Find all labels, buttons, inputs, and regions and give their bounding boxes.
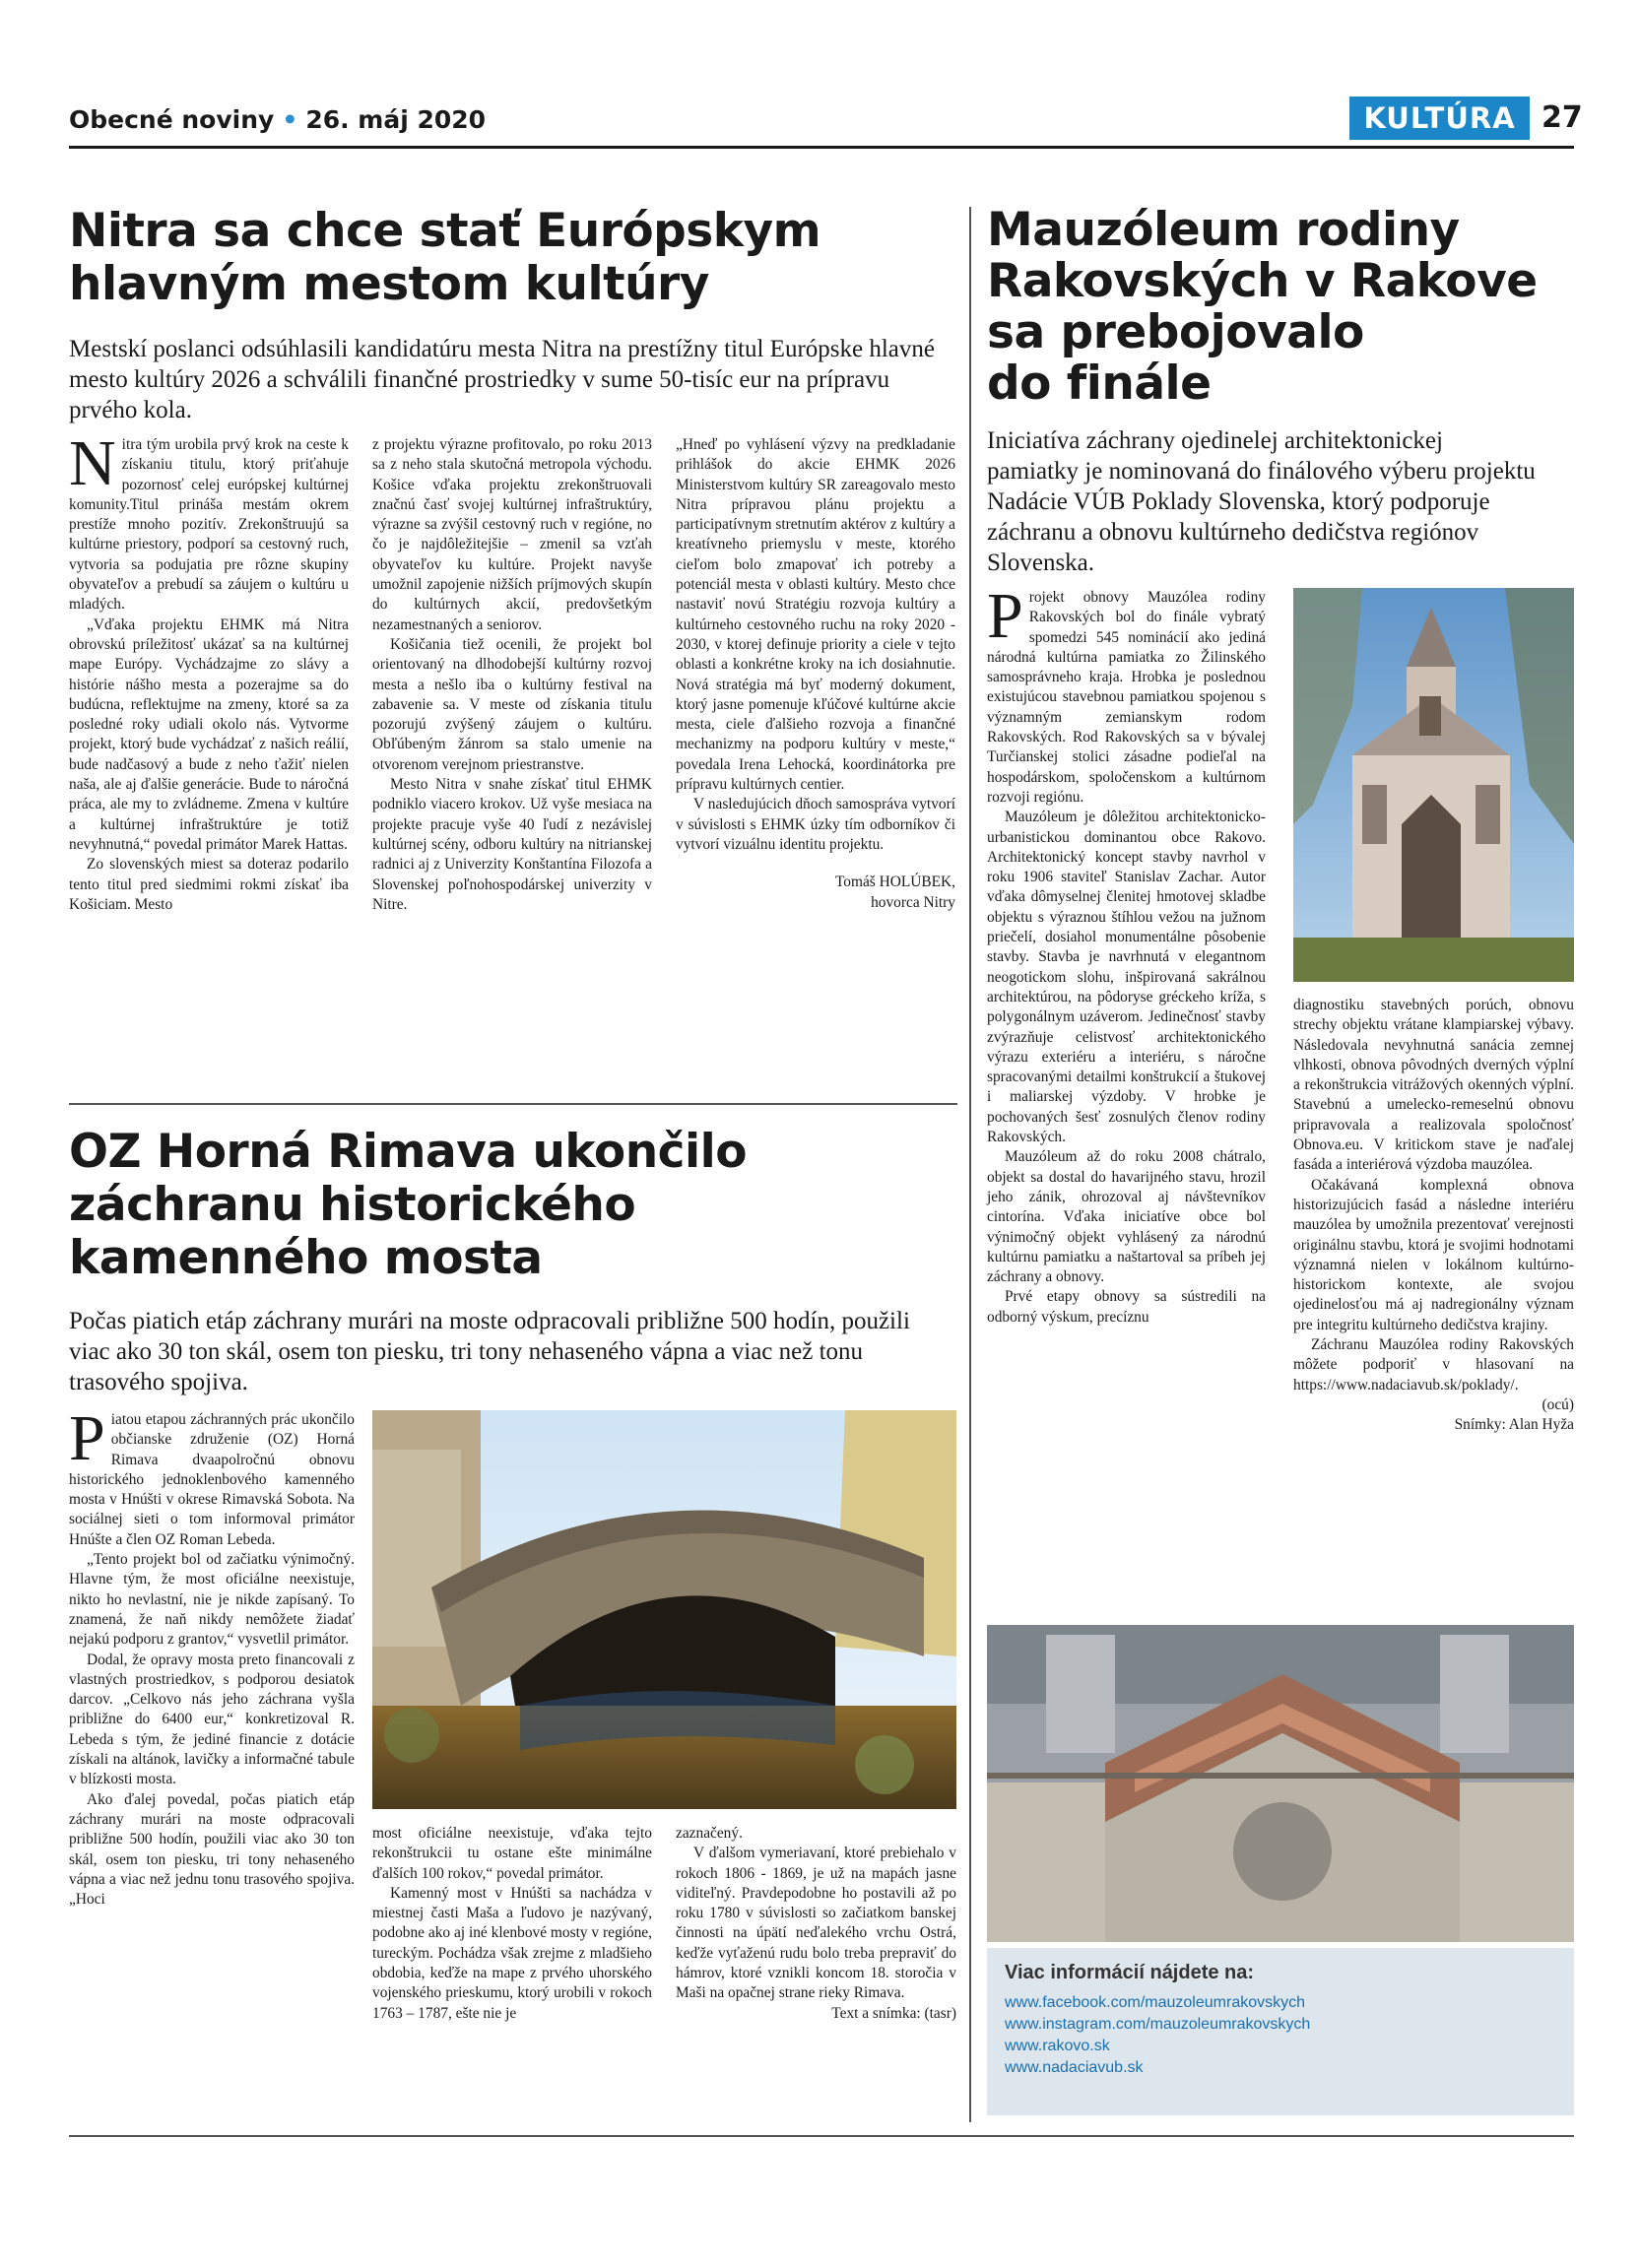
nitra-column-2: z projektu výrazne profitovalo, po roku 2013 sa z neho stala skutočná metropola východu. Košice vďaka projektu zrekonštruovali značnú časť svojej kultúrnej infraštruktúry, výrazne sa zvýšil cestovný ruch v regióne, no čo je najdôležitejšie – zmenil sa vzťah obyvateľov ku kultúre. Projekt navyše umožnil zapojenie nižších príjmových skupín do kultúrnych akcií, predovšetkým nezamestnaných a seniorov. Košičania tiež ocenili, že projekt bol orientovaný na dlhodobejší kultúrny rozvoj mesta a nešlo iba o kultúrny festival na zabavenie sa. V meste od získania titulu pozorujú zvýšený záujem o kultúru. Obľúbeným žánrom sa stalo umenie na otvorenom verejnom priestranstve. Mesto Nitra v snahe získať titul EHMK podniklo viacero krokov. Už vyše mesiaca na projekte pracuje vyše 40 ľudí z nezávislej kultúrnej scény, odboru kultúry na nitrianskej radnici aj z Univerzity Konštantína Filozofa a Slovenskej poľnohospodárskej univerzity v Nitre. <box>372 436 652 913</box>
column-divider <box>969 207 971 2122</box>
bridge-photo <box>372 1410 956 1809</box>
nitra-headline: Nitra sa chce stať Európskym hlavným mestom kultúry <box>69 204 821 311</box>
article-divider <box>69 1103 957 1105</box>
mausoleum-detail-photo <box>987 1625 1574 1942</box>
newspaper-name: Obecné noviny <box>69 105 275 134</box>
bridge-column-2: most oficiálne neexistuje, vďaka tejto rekonštrukcii tu ostane ešte minimálne ďalších 100 rokov,“ povedal primátor. Kamenný most v Hnúšti sa nachádza v miestnej časti Maša a ľudovo je nazývaný, podobne ako aj iné klenbové mosty v regióne, tureckým. Pochádza však zrejme z mladšieho obdobia, keďže na mape z prvého uhorského vojenského prieskumu, ktorý urobili v rokoch 1763 – 1787, ešte nie je <box>372 1825 652 2022</box>
info-box-title: Viac informácií nájdete na: <box>1005 1962 1255 1983</box>
mausoleum-photo <box>1293 588 1574 982</box>
mausoleum-column-2: diagnostiku stavebných porúch, obnovu strechy objektu vrátane klampiarskej výbavy. Následovala nevyhnutná sanácia zemnej vlhkosti, obnova pôvodných dverných výplní a rekonštrukcia vitrážových okenných výplní. Stavebnú a umelecko-remeselnú obnovu pripravovala a realizovala spoločnosť Obnova.eu. V kritickom stave je naďalej fasáda a interiérová výzdoba mauzólea. Očakávaná komplexná obnova historizujúcich fasád a následne interiéru mauzólea by umožnila prezentovať verejnosti originálnu stavbu, ktorá je svojimi hodnotami významná nielen v lokálnom kultúrno-historickom kontexte, ale svojou ojedinelosťou má aj nadregionálny význam pre integritu kultúrneho dedičstva krajiny. Záchranu Mauzólea rodiny Rakovských môžete podporiť v hlasovaní na https://www.nadaciavub.sk/poklady/. (ocú) Snímky: Alan Hyža <box>1293 996 1574 1436</box>
mausoleum-lead: Iniciatíva záchrany ojedinelej architektonickej pamiatky je nominovaná do finálového výberu projektu Nadácie VÚB Poklady Slovenska, ktorý podporuje záchranu a obnovu kultúrneho dedičstva regiónov Slovenska. <box>987 427 1536 576</box>
mausoleum-column-1: Projekt obnovy Mauzólea rodiny Rakovských bol do finále vybratý spomedzi 545 nominácií ako jediná národná kultúrna pamiatka zo Žilinského samosprávneho kraja. Hrobka je poslednou existujúcou stavebnou pamiatkou spojenou s významným zemianskym rodom Rakovských. Rod Rakovských sa v bývalej Turčianskej stolici zásadne podieľal na hospodárskom, spoločenskom a kultúrnom rozvoji regiónu. Mauzóleum je dôležitou architektonicko-urbanistickou dominantou obce Rakovo. Architektonický koncept stavby navrhol v roku 1906 staviteľ Stanislav Zachar. Autor vďaka dômyselnej členitej hmotovej skladbe objektu s výraznou štíhlou vežou na južnom priečelí, dosiahol monumentálne pôsobenie stavby. Stavba je navrhnutá v elegantnom neogotickom slohu, inšpirovaná sakrálnou architektúrou, na pôdoryse gréckeho kríža, s polygonálnym uzáverom. Jedinečnosť stavby zvýrazňuje celistvosť architektonického výrazu exteriéru a interiéru, s náročne spracovanými detailmi konštrukcií a štukovej i maliarskej výzdoby. V hrobke je pochovaných šesť zosnulých členov rodiny Rakovských. Mauzóleum až do roku 2008 chátralo, objekt sa dostal do havarijného stavu, hrozil jeho zánik, ohrozoval aj návštevníkov cintorína. Vďaka iniciatíve obce bol výnimočný objekt vyhlásený za národnú kultúrnu pamiatku a naštartoval sa príbeh jej záchrany a obnovy. Prvé etapy obnovy sa sústredili na odborný výskum, precíznu <box>987 580 1266 1326</box>
section-label: KULTÚRA <box>1349 97 1530 140</box>
bridge-column-3: zaznačený. V ďalšom vymeriavaní, ktoré prebiehalo v rokoch 1806 - 1869, je už na mapách jasne viditeľný. Pravdepodobne ho postavili až po roku 1780 v súvislosti so začiatkom banskej činnosti na úpätí neďalekého vrchu Ostrá, keďže vyťaženú rudu bolo treba prepraviť do hámrov, ktoré vznikli koncom 18. storočia v Maši na opačnej strane rieky Rimava. Text a snímka: (tasr) <box>676 1824 956 2024</box>
mausoleum-headline: Mauzóleum rodiny Rakovských v Rakove sa prebojovalo do finále <box>987 203 1538 411</box>
nitra-column-1: Nitra tým urobila prvý krok na ceste k získaniu titulu, ktorý priťahuje pozornosť celej európskej kultúrnej komunity.Titul prináša mestám okrem prestíže mnoho pozitív. Zrekonštruujú sa kultúrne priestory, podporí sa cestovný ruch, vytvoria sa podujatia pre rôzne skupiny obyvateľov a prebudí sa záujem o kultúru u mladých. „Vďaka projektu EHMK má Nitra obrovskú príležitosť ukázať sa na kultúrnej mape Európy. Vychádzajme zo slávy a histórie nášho mesta a pozerajme sa do budúcna, reflektujme na zmeny, ktoré sa za posledné roky udiali okolo nás. Vytvorme projekt, ktorý bude vychádzať z našich reálií, bude nadčasový a bude z neho ťažiť nielen naša, ale aj ďalšie generácie. Bude to náročná práca, ale my to zvládneme. Zmena v kultúre a kultúrnej infraštruktúre je totiž nevyhnutná,“ povedal primátor Marek Hattas. Zo slovenských miest sa doteraz podarilo tento titul pred siedmimi rokmi získať iba Košiciam. Mesto <box>69 427 349 913</box>
mausoleum-author: (ocú) <box>1542 1395 1574 1413</box>
bridge-column-1: Piatou etapou záchranných prác ukončilo občianske združenie (OZ) Horná Rimava dvaapolročnú obnovu historického jednoklenbového kamenného mosta v Hnúšti v okrese Rimavská Sobota. Na sociálnej sieti o tom informoval primátor Hnúšte a člen OZ Roman Lebeda. „Tento projekt bol od začiatku výnimočný. Hlavne tým, že most oficiálne neexistuje, nikto ho nevlastní, nie je nikde zapísaný. To znamená, že naň nikdy nemôžete žiadať nejakú podporu z grantov,“ vysvetlil primátor. Dodal, že opravy mosta preto financovali z vlastných prostriedkov, s podporou desiatok darcov. „Celkovo nás jeho záchrana vyšla približne do 6400 eur,“ konkretizoval R. Lebeda s tým, že jediné financie z dotácie získali na altánok, lavičky a informačné tabule v blízkosti mosta. Ako ďalej povedal, počas piatich etáp záchrany murári na moste odpracovali približne 500 hodín, použili viac ako 30 ton skál, osem ton piesku, tri tony nehaseného vápna a viac než jednu tonu trasového spojiva. „Hoci <box>69 1402 355 1909</box>
bridge-dropcap: P <box>69 1402 105 1474</box>
mausoleum-photo-credit: Snímky: Alan Hyža <box>1454 1416 1574 1434</box>
nitra-author-role: hovorca Nitry <box>871 893 955 911</box>
masthead <box>69 105 486 134</box>
bridge-credit: Text a snímka: (tasr) <box>831 2004 956 2022</box>
mausoleum-dropcap: P <box>987 580 1023 652</box>
facebook-link[interactable]: www.facebook.com/mauzoleumrakovskych <box>1005 1994 1306 2011</box>
nitra-column-3: „Hneď po vyhlásení výzvy na predkladanie prihlášok do akcie EHMK 2026 Ministerstvom kultúry SR zareagovalo mesto Nitra prípravou plánu projektu a participatívnym stretnutím aktérov z kultúry a kreatívneho priemyslu v meste, ktorého cieľom bolo zmapovať ich potreby a potenciál mesta v oblasti kultúry. Mesto chce nastaviť novú Stratégiu rozvoja kultúry a kultúrneho cestovného ruchu na roky 2020 - 2030, v ktorej definuje priority a ciele v tejto oblasti a konkrétne kroky na ich dosiahnutie. Nová stratégia má byť moderný dokument, ktorý jasne pomenuje kľúčové kultúrne akcie mesta, ciele ďalšieho rozvoja a finančné mechanizmy na podporu kultúry v meste,“ povedala Irena Lehocká, koordinátorka pre prípravu kultúrnych centier. V nasledujúcich dňoch samospráva vytvorí v súvislosti s EHMK úzky tím odborníkov či vytvorí vizuálnu identitu projektu. Tomáš HOLÚBEK, hovorca Nitry <box>676 435 955 913</box>
bridge-headline: OZ Horná Rimava ukončilo záchranu historického kamenného mosta <box>69 1125 748 1285</box>
nitra-lead: Mestskí poslanci odsúhlasili kandidatúru mesta Nitra na prestížny titul Európske hlavné mesto kultúry 2026 a schválili finančné prostriedky v sume 50-tisíc eur na prípravu prvého kola. <box>69 336 935 423</box>
bottom-rule <box>69 2135 1574 2137</box>
bridge-lead: Počas piatich etáp záchrany murári na moste odpracovali približne 500 hodín, použili viac ako 30 ton skál, osem ton piesku, tri tony nehaseného vápna a viac než tonu trasového spojiva. <box>69 1308 910 1395</box>
page-number: 27 <box>1542 100 1583 135</box>
instagram-link[interactable]: www.instagram.com/mauzoleumrakovskych <box>1005 2016 1311 2033</box>
info-box <box>987 1948 1574 2115</box>
nadaciavub-link[interactable]: www.nadaciavub.sk <box>1005 2059 1144 2076</box>
top-rule <box>69 146 1574 149</box>
masthead-separator: • <box>282 105 298 134</box>
nitra-dropcap: N <box>69 427 116 499</box>
rakovo-link[interactable]: www.rakovo.sk <box>1005 2038 1110 2054</box>
nitra-author: Tomáš HOLÚBEK, <box>834 874 955 891</box>
issue-date: 26. máj 2020 <box>305 105 487 134</box>
